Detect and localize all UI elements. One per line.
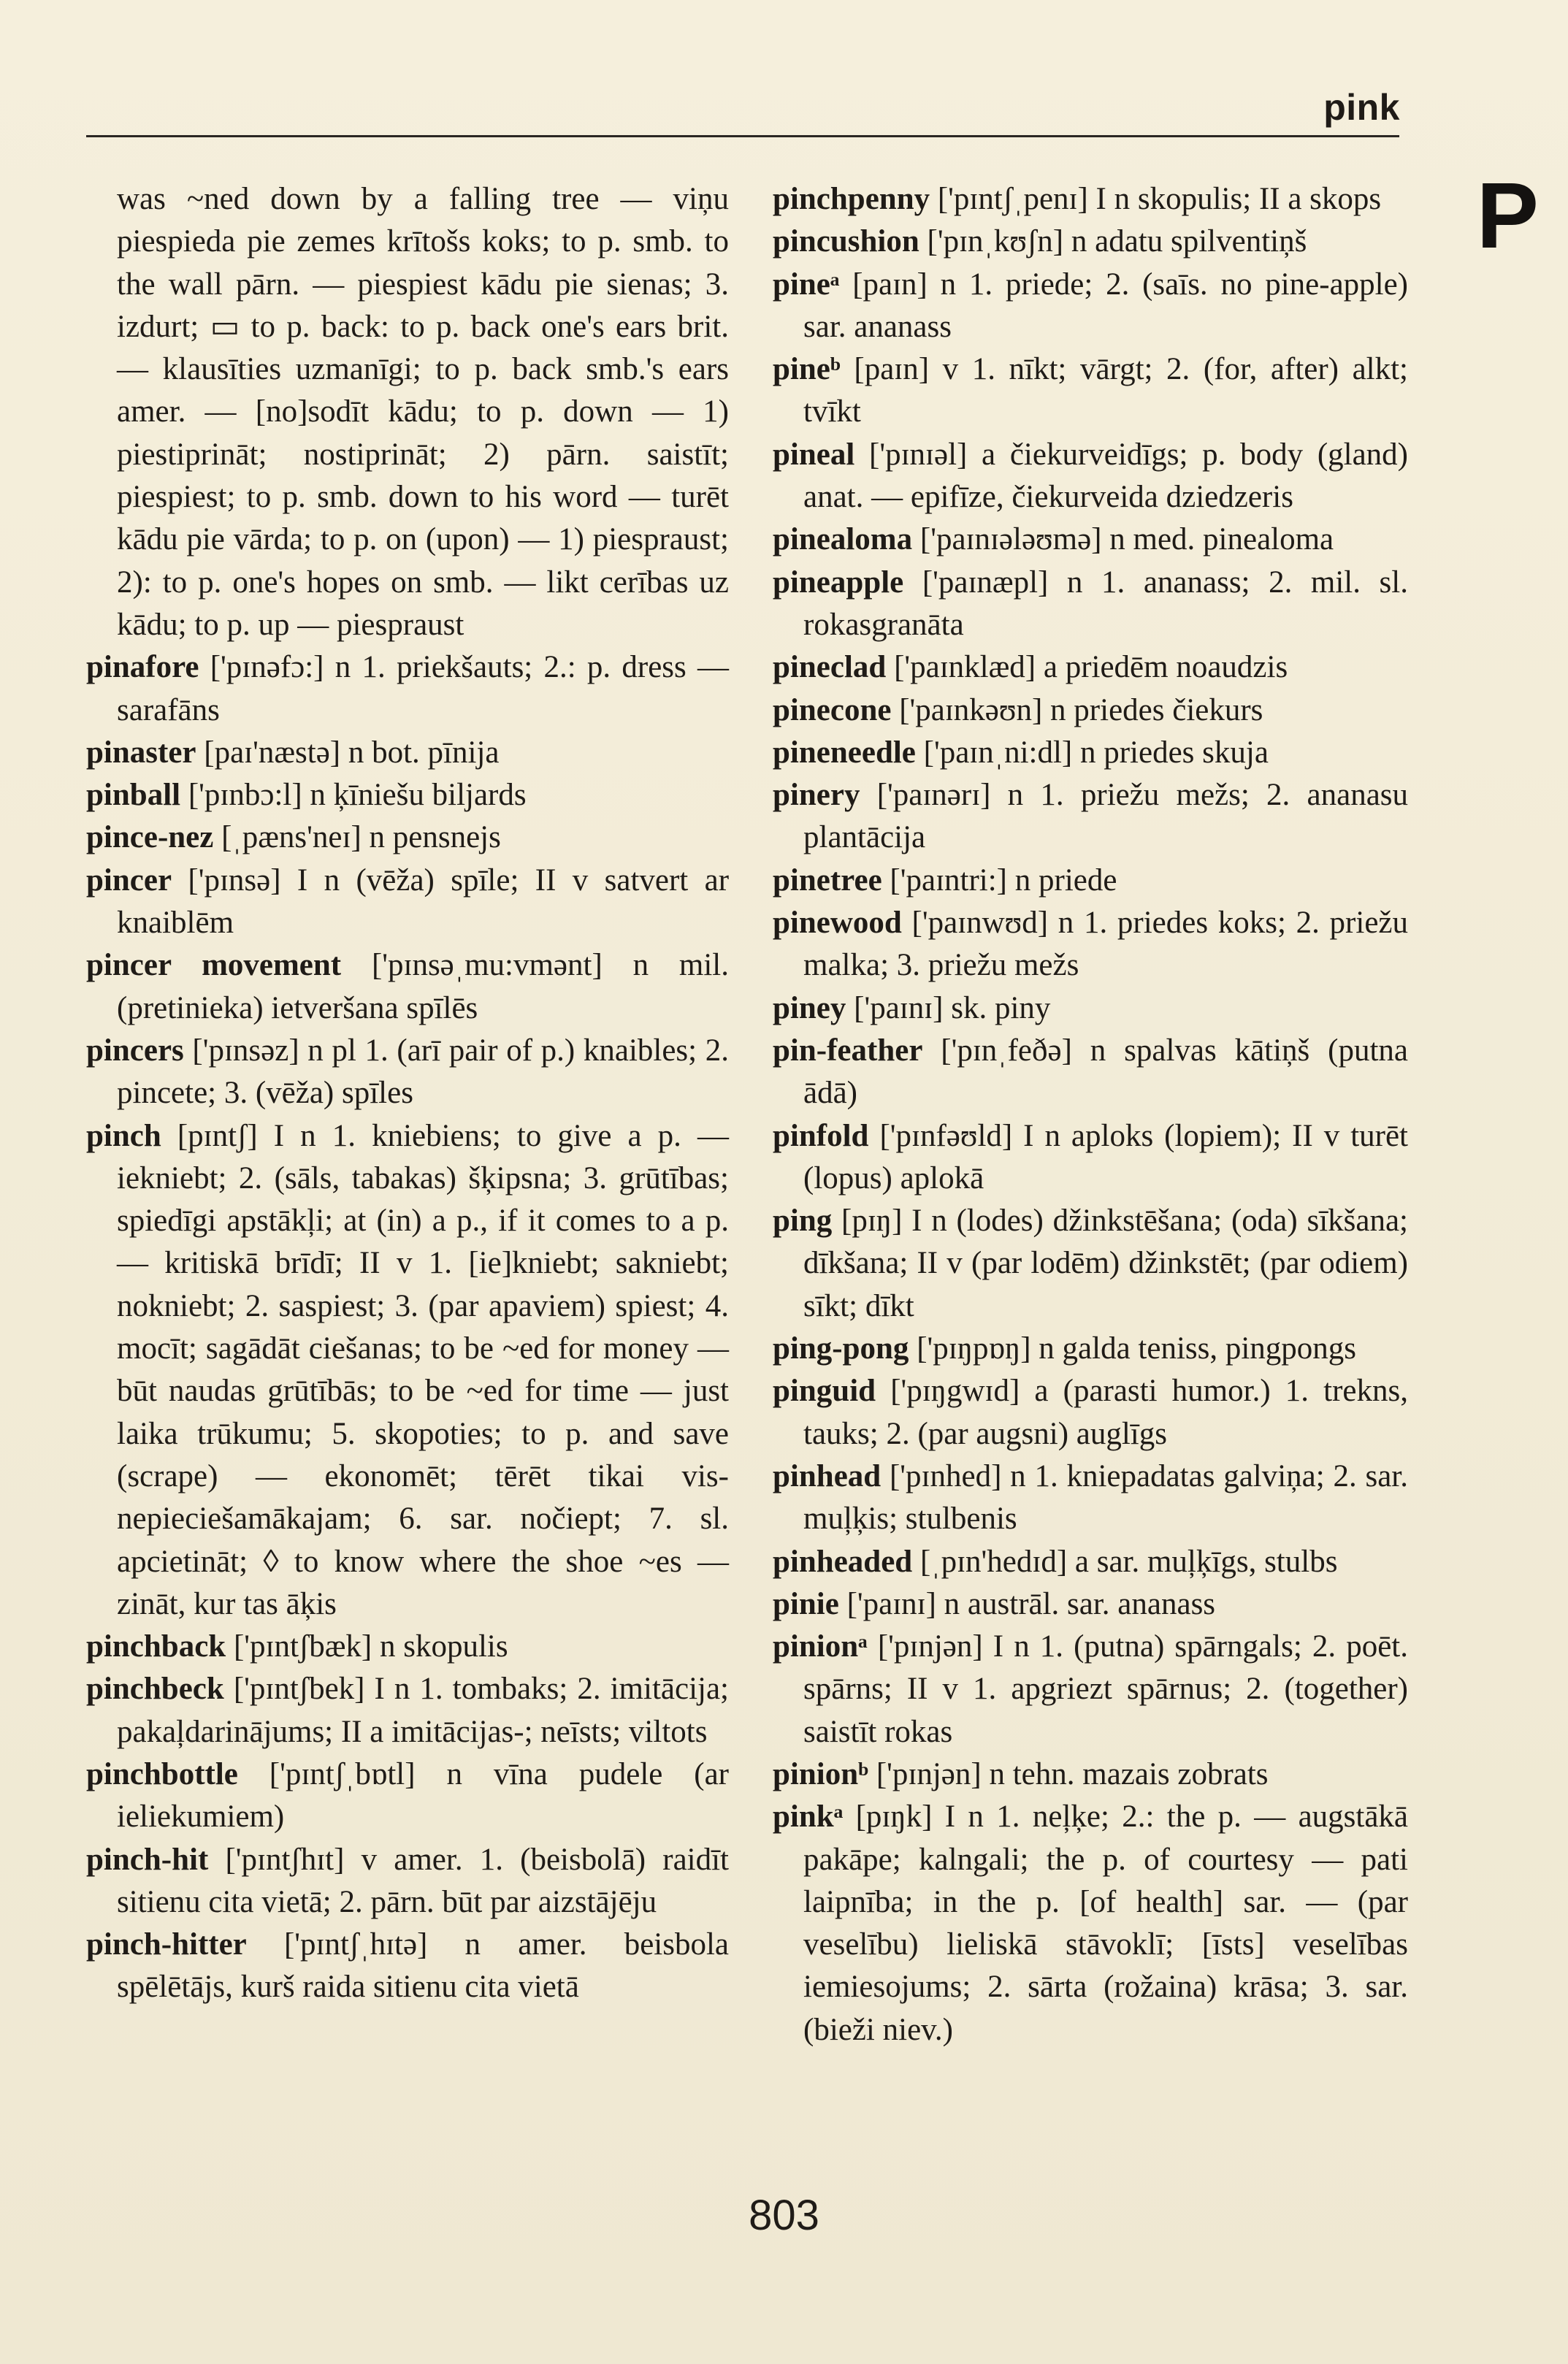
entry-pinfold — [773, 1115, 1408, 1201]
headword: pinfold — [773, 1118, 869, 1153]
left-column — [86, 178, 729, 2009]
headword: pinafore — [86, 650, 199, 685]
entry-pineapple — [773, 562, 1408, 647]
entry-pinaster — [86, 732, 729, 774]
entry-text: ['pɪnsəˌmu:vmənt] n mil. (pretinieka) ietveršana spīlēs — [117, 948, 729, 1025]
entry-pineneedle — [773, 732, 1408, 774]
headword: pinch-hit — [86, 1842, 209, 1877]
entry-ping — [773, 1200, 1408, 1328]
entry-text: ['pɪnhed] n 1. kniepadatas galviņa; 2. sar. muļķis; stulbenis — [803, 1458, 1409, 1537]
entry-text: ['paɪnɪələʊmə] n med. pinealoma — [919, 522, 1334, 557]
entry-pinch-hitter — [86, 1924, 729, 2009]
entry-text: ['pɪntʃhɪt] v amer. 1. (beisbolā) raidīt sitienu cita vietā; 2. pārn. būt par aizstājēju — [117, 1842, 729, 1919]
entry-pink-a — [773, 1796, 1408, 2051]
headword: pineᵇ — [773, 352, 841, 387]
entry-pine-a — [773, 264, 1408, 349]
headword: pin-feather — [773, 1033, 923, 1068]
headword: pinaster — [86, 735, 196, 770]
entry-continuation — [86, 178, 729, 646]
entry-text: ['pɪnˌkʊʃn] n adatu spilventiņš — [927, 224, 1307, 259]
entry-pinetree — [773, 860, 1408, 902]
entry-text: [ˌpæns'neɪ] n pensnejs — [221, 820, 501, 855]
right-column — [773, 178, 1408, 2051]
entry-text: ['pɪnsə] I n (vēža) spīle; II v satvert ar knaiblēm — [117, 862, 730, 941]
headword: pinealoma — [773, 522, 913, 557]
headword: pinery — [773, 778, 860, 813]
headword: pince-nez — [86, 820, 214, 855]
entry-text: ['pɪnjən] n tehn. mazais zobrats — [876, 1756, 1269, 1791]
entry-text: ['paɪnwʊd] n 1. priedes koks; 2. priežu malka; 3. priežu mežs — [803, 906, 1408, 983]
headword: pincer — [86, 862, 172, 898]
headword: piney — [773, 990, 846, 1025]
entry-text: [ˌpɪn'hedɪd] a sar. muļķīgs, stulbs — [919, 1544, 1338, 1579]
entry-text: [pɪŋ] I n (lodes) džinkstēšana; (oda) sīkšana; dīkšana; II v (par lodēm) džinkstēt; (par odiem) sīkt; dīkt — [803, 1204, 1408, 1323]
entry-pineal — [773, 434, 1408, 519]
headword: pinball — [86, 778, 181, 813]
headword: pinie — [773, 1586, 839, 1621]
entry-text: ['pɪnsəz] n pl 1. (arī pair of p.) knaibles; 2. pincete; 3. (vēža) spīles — [117, 1033, 730, 1111]
entry-text: [paɪn] n 1. priede; 2. (saīs. no pine-apple) sar. ananass — [803, 267, 1409, 344]
entry-piney — [773, 987, 1408, 1030]
entry-text: ['pɪnbɔ:l] n ķīniešu biljards — [188, 778, 527, 813]
entry-pinhead — [773, 1455, 1408, 1541]
entry-pinheaded — [773, 1541, 1408, 1583]
entry-text: ['pɪntʃˌhɪtə] n amer. beisbola spēlētājs, kurš raida sitienu cita vietā — [117, 1927, 730, 2005]
entry-pinball — [86, 774, 729, 816]
entry-text: ['paɪnæpl] n 1. ananass; 2. mil. sl. rokasgranāta — [803, 565, 1408, 642]
headword: pinetree — [773, 862, 882, 898]
entry-pinchbeck — [86, 1668, 729, 1753]
entry-pinchback — [86, 1626, 729, 1668]
entry-pinealoma — [773, 519, 1408, 561]
headword: pincer movement — [86, 948, 342, 983]
entry-pinie — [773, 1583, 1408, 1626]
entry-pincer — [86, 860, 729, 945]
entry-text: [paɪn] v 1. nīkt; vārgt; 2. (for, after) alkt; tvīkt — [803, 352, 1408, 429]
entry-text: was ~ned down by a falling tree — viņu piespieda pie zemes krītošs koks; to p. smb. to the wall pārn. — piespiest kādu pie sienas; 3. izdurt; ▭ to p. back: to p. back one's ears brit. — klausīties uzmanīgi; to p. back smb.'s ears amer. — [no]sodīt kādu; to p. down — 1) piestiprināt; nostiprināt; 2) pārn. saistīt; piespiest; to p. smb. down to his word — turēt kādu pie vārda; to p. on (upon) — 1) piespraust; 2): to p. one's hopes on smb. — likt cerības uz kādu; to p. up — piespraust — [117, 182, 729, 642]
entry-text: ['pɪntʃˌpenɪ] I n skopulis; II a skops — [937, 182, 1382, 216]
entry-text: [pɪntʃ] I n 1. kniebiens; to give a p. — iekniebt; 2. (sāls, tabakas) šķipsna; 3. grūtības; spiedīgi apstākļi; at (in) a p., if it comes to a p. — kritiskā brīdī; II v 1. [ie]kniebt; sakniebt; nokniebt; 2. saspiest; 3. (par apaviem) spiest; 4. mocīt; sagādāt ciešanas; to be ~ed for money — būt naudas grūtībās; to be ~ed for time — just laika trūkumu; 5. skopoties; to p. and save (scrape) — ekonomēt; tērēt tikai vis-nepieciešamākajam; 6. sar. nočiept; 7. sl. apcietināt; ◊ to know where the shoe ~es — zināt, kur tas āķis — [117, 1118, 730, 1621]
headword: pineclad — [773, 650, 887, 685]
headword: pinchback — [86, 1629, 226, 1664]
entry-text: ['pɪnfəʊld] I n aploks (lopiem); II v turēt (lopus) aplokā — [803, 1118, 1408, 1196]
entry-text: ['pɪnjən] I n 1. (putna) spārngals; 2. poēt. spārns; II v 1. apgriezt spārnus; 2. (together) saistīt rokas — [803, 1629, 1408, 1749]
entry-text: ['pɪntʃˌbɒtl] n vīna pudele (ar ieliekumiem) — [117, 1756, 729, 1835]
entry-pineclad — [773, 646, 1408, 689]
headword: pinhead — [773, 1458, 881, 1493]
entry-text: ['paɪnɪ] n austrāl. sar. ananass — [846, 1586, 1216, 1621]
headword: pineapple — [773, 565, 904, 600]
entry-pinch-hit — [86, 1839, 729, 1924]
headword: pincers — [86, 1033, 184, 1068]
entry-text: ['paɪntri:] n priede — [890, 862, 1117, 898]
headword: pinch — [86, 1118, 161, 1153]
headword: pinchpenny — [773, 182, 930, 216]
entry-text: ['pɪnəfɔ:] n 1. priekšauts; 2.: p. dress — sarafāns — [117, 650, 729, 727]
headword: ping — [773, 1204, 833, 1239]
headword: pinewood — [773, 906, 902, 941]
entry-text: ['pɪnˌfeðə] n spalvas kātiņš (putna ādā) — [803, 1033, 1408, 1111]
entry-text: ['pɪnɪəl] a čiekurveidīgs; p. body (gland) anat. — epifīze, čiekurveida dziedzeris — [803, 437, 1409, 515]
entry-pin-feather — [773, 1030, 1408, 1115]
entry-pincer-movement — [86, 944, 729, 1030]
headword: pinionᵃ — [773, 1629, 868, 1664]
entry-pinion-b — [773, 1753, 1408, 1796]
header-rule — [86, 135, 1399, 137]
page-number: 803 — [749, 2192, 819, 2239]
entry-text: ['pɪŋpɒŋ] n galda teniss, pingpongs — [917, 1331, 1357, 1366]
entry-text: ['pɪntʃbæk] n skopulis — [233, 1629, 508, 1664]
entry-text: ['pɪntʃbek] I n 1. tombaks; 2. imitācija; pakaļdarinājums; II a imitācijas-; neīsts; viltots — [117, 1672, 729, 1749]
entry-pinecone — [773, 689, 1408, 732]
entry-pinafore — [86, 646, 729, 732]
entry-text: ['paɪnklæd] a priedēm noaudzis — [894, 650, 1288, 685]
entry-text: ['paɪnkəʊn] n priedes čiekurs — [899, 692, 1263, 727]
headword: pinguid — [773, 1374, 876, 1409]
entry-pince-nez — [86, 816, 729, 859]
headword: ping-pong — [773, 1331, 909, 1366]
entry-text: [pɪŋk] I n 1. neļķe; 2.: the p. — augstākā pakāpe; kalngali; the p. of courtesy — pati laipnība; in the p. [of health] sar. — (par veselību) lieliskā stāvoklī; [īsts] veselības iemiesojums; 2. sārta (rožaina) krāsa; 3. sar. (bieži niev.) — [803, 1799, 1409, 2047]
headword: pineneedle — [773, 735, 916, 770]
headword: pinecone — [773, 692, 892, 727]
headword: pincushion — [773, 224, 919, 259]
headword: pinch-hitter — [86, 1927, 247, 1962]
entry-pinewood — [773, 902, 1408, 987]
entry-pincushion — [773, 221, 1408, 263]
entry-pinch — [86, 1115, 729, 1626]
headword: pinchbeck — [86, 1672, 224, 1707]
headword: pinchbottle — [86, 1756, 238, 1791]
headword: pineal — [773, 437, 855, 472]
entry-pinery — [773, 774, 1408, 860]
entry-pinguid — [773, 1370, 1408, 1455]
entry-text: ['paɪnɪ] sk. piny — [854, 990, 1051, 1025]
thumb-index-letter: P — [1476, 164, 1539, 268]
entry-text: [paɪ'næstə] n bot. pīnija — [204, 735, 500, 770]
headword: pinheaded — [773, 1544, 913, 1579]
entry-text: ['paɪnˌni:dl] n priedes skuja — [923, 735, 1269, 770]
entry-pine-b — [773, 348, 1408, 434]
entry-ping-pong — [773, 1328, 1408, 1370]
entry-pinchbottle — [86, 1753, 729, 1839]
running-head: pink — [1323, 87, 1400, 128]
entry-text: ['paɪnərɪ] n 1. priežu mežs; 2. ananasu plantācija — [803, 778, 1409, 855]
entry-pincers — [86, 1030, 729, 1115]
entry-pinchpenny — [773, 178, 1408, 221]
entry-pinion-a — [773, 1626, 1408, 1753]
headword: pinkᵃ — [773, 1799, 844, 1835]
headword: pineᵃ — [773, 267, 840, 302]
headword: pinionᵇ — [773, 1756, 869, 1791]
entry-text: ['pɪŋgwɪd] a (parasti humor.) 1. trekns, tauks; 2. (par augsni) auglīgs — [803, 1374, 1408, 1451]
